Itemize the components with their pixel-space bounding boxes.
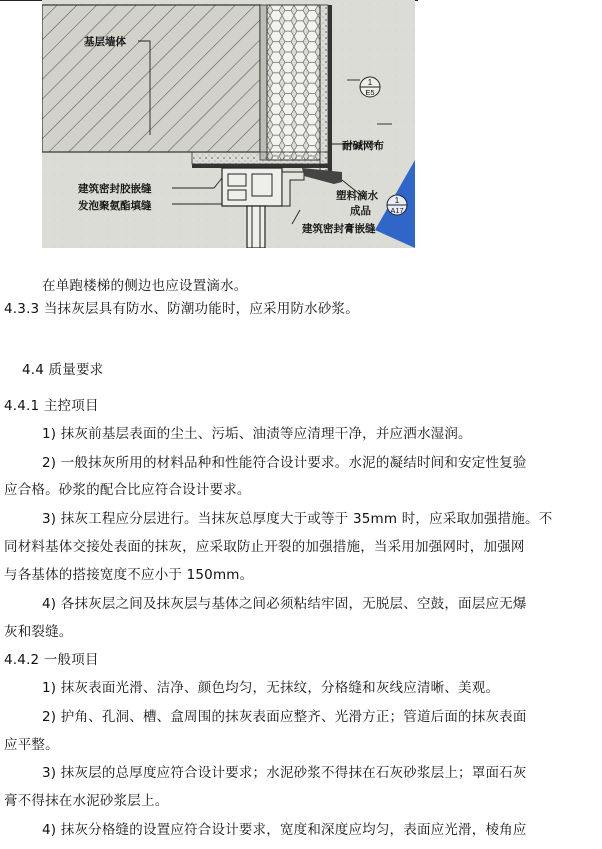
label-finished-product: 成品 — [350, 205, 371, 217]
main-item-4-line-1: 4) 各抹灰层之间及抹灰层与基体之间必须粘结牢固，无脱层、空鼓，面层应无爆 — [42, 596, 527, 612]
main-item-4-line-2: 灰和裂缝。 — [4, 624, 73, 640]
main-item-1: 1) 抹灰前基层表面的尘土、污垢、油渍等应清理干净，并应洒水湿润。 — [42, 426, 472, 442]
label-mesh-cloth: 耐碱网布 — [342, 140, 384, 152]
callout-a17-num: 1 — [394, 196, 400, 205]
main-item-3-line-3: 与各基体的搭接宽度不应小于 150mm。 — [4, 567, 254, 583]
general-item-1: 1) 抹灰表面光滑、洁净、颜色均匀，无抹纹，分格缝和灰线应清晰、美观。 — [42, 680, 500, 696]
construction-detail-figure — [42, 0, 415, 248]
callout-e5-num: 1 — [367, 78, 373, 87]
clause-4-3-3: 4.3.3 当抹灰层具有防水、防潮功能时，应采用防水砂浆。 — [4, 301, 359, 317]
label-sealant-joint: 建筑密封胶嵌缝 — [78, 183, 152, 195]
general-item-4-line-1: 4) 抹灰分格缝的设置应符合设计要求，宽度和深度应均匀，表面应光滑，棱角应 — [42, 822, 527, 838]
general-item-3-line-2: 膏不得抹在水泥砂浆层上。 — [4, 793, 169, 809]
label-plastic-drip: 塑料滴水 — [336, 190, 378, 202]
section-heading-4-4: 4.4 质量要求 — [22, 362, 104, 378]
subheading-4-4-2: 4.4.2 一般项目 — [4, 652, 99, 668]
callout-a17-ref: A17 — [390, 206, 404, 215]
detail-drawing — [42, 0, 415, 248]
general-item-2-line-2: 应平整。 — [4, 737, 59, 753]
main-item-3-line-2: 同材料基体交接处表面的抹灰，应采取防止开裂的加强措施，当采用加强网时，加强网 — [4, 539, 525, 555]
label-base-wall: 基层墙体 — [84, 36, 126, 48]
main-item-3-line-1: 3) 抹灰工程应分层进行。当抹灰总厚度大于或等于 35mm 时，应采取加强措施。不 — [42, 511, 553, 527]
insulation-layer — [267, 5, 320, 160]
text-drip-note: 在单跑楼梯的侧边也应设置滴水。 — [42, 278, 248, 294]
main-item-2-line-2: 应合格。砂浆的配合比应符合设计要求。 — [4, 482, 251, 498]
main-item-2-line-1: 2) 一般抹灰所用的材料品种和性能符合设计要求。水泥的凝结时间和安定性复验 — [42, 455, 527, 471]
label-foam-pu: 发泡聚氨酯填缝 — [78, 200, 152, 212]
label-sealant-paste: 建筑密封膏嵌缝 — [302, 223, 376, 235]
subheading-4-4-1: 4.4.1 主控项目 — [4, 398, 99, 414]
general-item-3-line-1: 3) 抹灰层的总厚度应符合设计要求；水泥砂浆不得抹在石灰砂浆层上；罩面石灰 — [42, 765, 527, 781]
callout-e5-ref: E5 — [365, 88, 375, 97]
general-item-2-line-1: 2) 护角、孔洞、槽、盒周围的抹灰表面应整齐、光滑方正；管道后面的抹灰表面 — [42, 709, 527, 725]
